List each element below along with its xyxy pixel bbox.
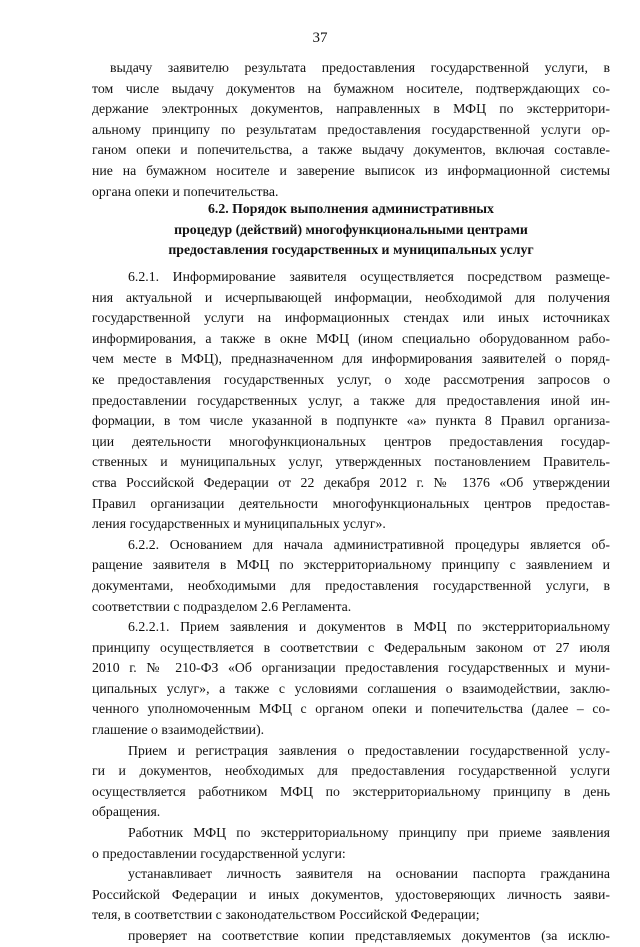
text-line: ства Российской Федерации от 22 декабря 2012 г. № 1376 «Об утверждении [92, 474, 610, 490]
text-line: теля, в соответствии с законодательством Российской Федерации; [92, 907, 480, 923]
text-line: том числе выдачу документов на бумажном носителе, подтверждающих со- [92, 80, 610, 96]
text-line: устанавливает личность заявителя на основании паспорта гражданина [128, 866, 610, 882]
text-line: Правил организации деятельности многофункциональных центров предостав- [92, 495, 610, 511]
text-line: органа опеки и попечительства. [92, 183, 279, 199]
text-line: альному принципу по результатам предоставления государственной услуги ор- [92, 121, 610, 137]
text-line: Российской Федерации и иных документов, удостоверяющих личность заяви- [92, 886, 610, 902]
text-line: выдачу заявителю результата предоставления государственной услуги, в [110, 60, 610, 75]
text-line: процедур (действий) многофункциональными центрами [174, 221, 528, 237]
text-line: 6.2.1. Информирование заявителя осуществляется посредством размеще- [128, 269, 610, 284]
text-line: предоставления государственных и муниципальных услуг [168, 242, 534, 258]
text-line: документами, необходимыми для предоставления государственной услуги, в [92, 577, 610, 593]
text-line: чем месте в МФЦ), предназначенном для информирования заявителей о поряд- [92, 351, 610, 367]
text-line: 2010 г. № 210-ФЗ «Об организации предоставления государственных и муни- [92, 660, 610, 676]
page-number: 37 [312, 30, 328, 46]
section-heading [92, 199, 610, 261]
text-line: 6.2.2.1. Прием заявления и документов в МФЦ по экстерриториальному [128, 619, 610, 635]
text-line: ления государственных и муниципальных услуг». [92, 516, 386, 532]
text-line: ние на бумажном носителе и заверение выписок из информационной системы [92, 162, 610, 178]
text-line: ния актуальной и исчерпывающей информации, необходимой для получения [92, 289, 610, 305]
text-line: Работник МФЦ по экстерриториальному принципу при приеме заявления [128, 825, 610, 841]
text-line: ги и документов, необходимых для предоставления государственной услуги [92, 763, 610, 779]
text-line: ции деятельности многофункциональных центров предоставления государ- [92, 433, 610, 449]
text-line: 6.2. Порядок выполнения административных [208, 201, 494, 216]
text-line: о предоставлении государственной услуги: [92, 845, 346, 861]
text-line: ственных и муниципальных услуг, утвержденных постановлением Правитель- [92, 454, 610, 470]
text-line: информирования, а также в окне МФЦ (ином специально оборудованном рабо- [92, 330, 610, 346]
text-line: ке предоставления государственных услуг, о ходе рассмотрения запросов о [92, 371, 610, 387]
text-line: Прием и регистрация заявления о предоставлении государственной услу- [128, 742, 610, 758]
text-line: предоставлении государственных услуг, а также для предоставления иной ин- [92, 392, 610, 408]
text-line: 6.2.2. Основанием для начала административной процедуры является об- [128, 536, 610, 552]
text-line: ципальных услуг», а также с условиями соглашения о взаимодействии, заклю- [92, 680, 610, 696]
text-line: принципу осуществляется в соответствии с Федеральным законом от 27 июля [92, 639, 610, 655]
text-line: глашение о взаимодействии). [92, 722, 265, 738]
text-line: проверяет на соответствие копии представляемых документов (за исклю- [128, 928, 610, 943]
text-line: обращения. [92, 804, 161, 820]
text-line: формации, в том числе указанной в подпункте «а» пункта 8 Правил организа- [92, 413, 610, 429]
text-line: осуществляется работником МФЦ по экстерриториальному принципу в день [92, 783, 610, 799]
text-line: соответствии с подразделом 2.6 Регламента. [92, 598, 352, 614]
section-body [92, 267, 610, 947]
text-line: ченного уполномоченным МФЦ с органом опеки и попечительства (далее – со- [92, 701, 610, 717]
text-line: ганом опеки и попечительства, а также выдачу документов, включая составле- [92, 142, 610, 158]
text-line: ращение заявителя в МФЦ по экстерриториальному принципу с заявлением и [92, 557, 610, 573]
text-line: государственной услуги на информационных стендах или иных источниках [92, 310, 610, 326]
intro-paragraph [92, 58, 610, 202]
text-line: держание электронных документов, направленных в МФЦ по экстерритори- [92, 101, 610, 117]
